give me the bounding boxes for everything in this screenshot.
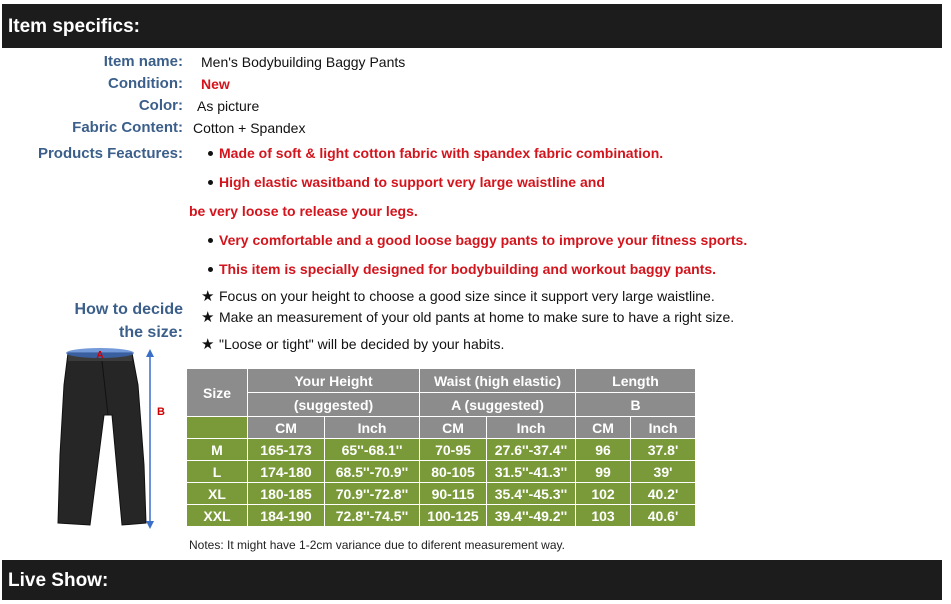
star-icon: ★ — [201, 336, 215, 353]
feature-item: This item is specially designed for bodybuilding and workout baggy pants. — [208, 261, 716, 277]
length-header: Length — [576, 369, 696, 393]
how-to-decide-label: How to decide the size: — [74, 301, 183, 341]
feature-item: Made of soft & light cotton fabric with spandex fabric combination. — [208, 145, 663, 161]
measurement-note: Notes: It might have 1-2cm variance due to diferent measurement way. — [189, 538, 565, 552]
label-b: B — [157, 406, 165, 418]
size-tip: ★ Make an measurement of your old pants at home to make sure to have a right size. — [201, 309, 735, 326]
footer-title: Live Show: — [8, 570, 109, 591]
pants-icon — [58, 353, 146, 525]
size-column-header: Size — [187, 369, 248, 417]
bullet-icon — [208, 180, 213, 185]
waist-subheader: A (suggested) — [420, 393, 576, 417]
inch-header: Inch — [631, 417, 696, 439]
header-title: Item specifics: — [8, 16, 140, 37]
item-specifics-header — [2, 4, 942, 48]
condition-value: New — [201, 76, 230, 92]
inch-header: Inch — [487, 417, 576, 439]
feature-item-continued: be very loose to release your legs. — [189, 203, 418, 219]
feature-item: Very comfortable and a good loose baggy pants to improve your fitness sports. — [208, 232, 747, 248]
table-row: XL 180-185 70.9''-72.8'' 90-115 35.4''-45.3'' 102 40.2' — [187, 483, 696, 505]
table-row: L 174-180 68.5''-70.9'' 80-105 31.5''-41.3'' 99 39' — [187, 461, 696, 483]
live-show-header — [2, 560, 942, 600]
condition-label: Condition: — [108, 75, 183, 92]
bullet-icon — [208, 151, 213, 156]
length-subheader: B — [576, 393, 696, 417]
height-header: Your Height — [248, 369, 420, 393]
feature-item: High elastic wasitband to support very large waistline and — [208, 174, 605, 190]
item-name-label: Item name: — [103, 53, 183, 70]
star-icon: ★ — [201, 309, 215, 326]
item-name-value: Men's Bodybuilding Baggy Pants — [201, 54, 406, 70]
size-tip: ★ Focus on your height to choose a good size since it support very large waistline. — [201, 288, 715, 305]
features-label: Products Feactures: — [37, 145, 183, 162]
cm-header: CM — [420, 417, 487, 439]
color-label: Color: — [138, 97, 183, 114]
color-value: As picture — [197, 98, 260, 114]
cm-header: CM — [576, 417, 631, 439]
table-row: XXL 184-190 72.8''-74.5'' 100-125 39.4''-49.2'' 103 40.6' — [187, 505, 696, 527]
table-row: M 165-173 65''-68.1'' 70-95 27.6''-37.4'' 96 37.8' — [187, 439, 696, 461]
label-a: A — [96, 350, 104, 361]
fabric-value: Cotton + Spandex — [193, 120, 306, 136]
size-cell — [187, 417, 248, 439]
cm-header: CM — [248, 417, 325, 439]
waist-header: Waist (high elastic) — [420, 369, 576, 393]
inch-header: Inch — [325, 417, 420, 439]
fabric-label: Fabric Content: — [72, 119, 183, 136]
bullet-icon — [208, 267, 213, 272]
star-icon: ★ — [201, 288, 215, 305]
bullet-icon — [208, 238, 213, 243]
pants-measurement-diagram — [46, 345, 181, 535]
size-chart-table — [186, 368, 696, 527]
size-tip: ★ "Loose or tight" will be decided by your habits. — [201, 336, 505, 353]
height-subheader: (suggested) — [248, 393, 420, 417]
